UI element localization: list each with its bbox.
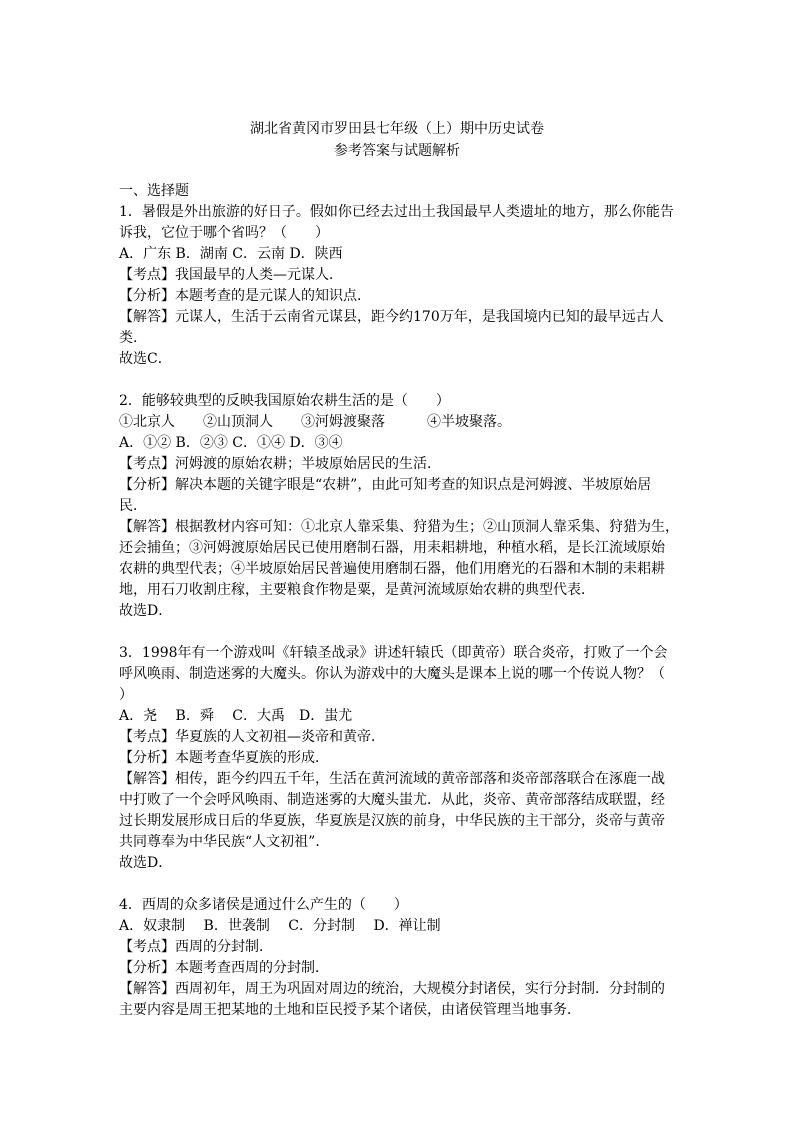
spacer [119, 370, 679, 391]
question-jieda-line: 【解答】根据教材内容可知：①北京人靠采集、狩猎为生；②山顶洞人靠采集、狩猎为生， [119, 519, 679, 535]
question-jieda-line: 过长期发展形成日后的华夏族，华夏族是汉族的前身，中华民族的主干部分，炎帝与黄帝 [119, 813, 665, 829]
question-jieda-line: 共同尊奉为中华民族“人文初祖”． [119, 834, 330, 850]
document-body [119, 181, 679, 1021]
question-jieda-line: 主要内容是周王把某地的土地和臣民授予某个诸侯，由诸侯管理当地事务． [119, 1002, 581, 1018]
spacer [119, 874, 679, 895]
question-answer: 故选C． [119, 351, 172, 367]
question-options: A．奴隶制 B．世袭制 C．分封制 D．禅让制 [119, 918, 441, 934]
question-2 [119, 391, 679, 622]
question-options: A．①② B．②③ C．①④ D．③④ [119, 435, 343, 451]
question-kaodian: 【考点】河姆渡的原始农耕；半坡原始居民的生活． [119, 456, 441, 472]
document-title: 湖北省黄冈市罗田县七年级（上）期中历史试卷 [250, 121, 544, 137]
question-answer: 故选D． [119, 603, 173, 619]
question-stem-line: 4．西周的众多诸侯是通过什么产生的（ ） [119, 897, 408, 913]
question-answer: 故选D． [119, 855, 173, 871]
question-fenxi-line: 【分析】本题考查西周的分封制． [119, 960, 329, 976]
question-jieda-line: 【解答】西周初年，周王为巩固对周边的统治，大规模分封诸侯，实行分封制．分封制的 [119, 981, 665, 997]
question-3 [119, 643, 679, 874]
question-fenxi-line: 民． [119, 498, 147, 514]
document-subtitle: 参考答案与试题解析 [334, 143, 460, 159]
question-jieda-line: 中打败了一个会呼风唤雨、制造迷雾的大魔头蚩尤．从此，炎帝、黄帝部落结成联盟，经 [119, 792, 665, 808]
question-fenxi-line: 【分析】本题考查的是元谋人的知识点． [119, 288, 371, 304]
question-stem-line: 1．暑假是外出旅游的好日子。假如你已经去过出土我国最早人类遗址的地方，那么你能告 [119, 204, 674, 220]
question-kaodian: 【考点】我国最早的人类—元谋人． [119, 267, 343, 283]
question-fenxi-line: 【分析】本题考查华夏族的形成． [119, 750, 329, 766]
question-stem-line: 呼风唤雨、制造迷雾的大魔头。你认为游戏中的大魔头是课本上说的哪一个传说人物？（ [119, 666, 665, 682]
question-kaodian: 【考点】西周的分封制． [119, 939, 273, 955]
question-jieda-line: 还会捕鱼；③河姆渡原始居民已使用磨制石器，用耒耜耕地，种植水稻，是长江流域原始 [119, 540, 665, 556]
section-heading: 一、选择题 [119, 183, 189, 199]
question-options: A．广东 B．湖南 C．云南 D．陕西 [119, 246, 343, 262]
question-kaodian: 【考点】华夏族的人文初祖—炎帝和黄帝． [119, 729, 385, 745]
question-4 [119, 895, 679, 1021]
question-options: A．尧 B．舜 C．大禹 D．蚩尤 [119, 708, 353, 724]
question-jieda-line: 地，用石刀收割庄稼，主要粮食作物是粟，是黄河流域原始农耕的典型代表． [119, 582, 595, 598]
question-stem-line: ①北京人 ②山顶洞人 ③河姆渡聚落 ④半坡聚落。 [119, 414, 511, 430]
question-jieda-line: 【解答】元谋人，生活于云南省元谋县，距今约170万年，是我国境内已知的最早远古人 [119, 309, 664, 325]
question-stem-line: 2．能够较典型的反映我国原始农耕生活的是（ ） [119, 393, 450, 409]
question-stem-line: ） [119, 687, 133, 703]
question-jieda-line: 类. [119, 330, 138, 346]
question-jieda-line: 【解答】相传，距今约四五千年，生活在黄河流域的黄帝部落和炎帝部落联合在涿鹿一战 [119, 771, 665, 787]
question-1 [119, 202, 679, 370]
question-jieda-line: 农耕的典型代表；④半坡原始居民普遍使用磨制石器，他们用磨光的石器和木制的耒耜耕 [119, 561, 665, 577]
question-fenxi-line: 【分析】解决本题的关键字眼是“农耕”，由此可知考查的知识点是河姆渡、半坡原始居 [119, 477, 652, 493]
question-stem-line: 诉我，它位于哪个省吗？（ ） [119, 225, 329, 241]
spacer [119, 622, 679, 643]
question-stem-line: 3．1998年有一个游戏叫《轩辕圣战录》讲述轩辕氏（即黄帝）联合炎帝，打败了一个会 [119, 645, 668, 661]
